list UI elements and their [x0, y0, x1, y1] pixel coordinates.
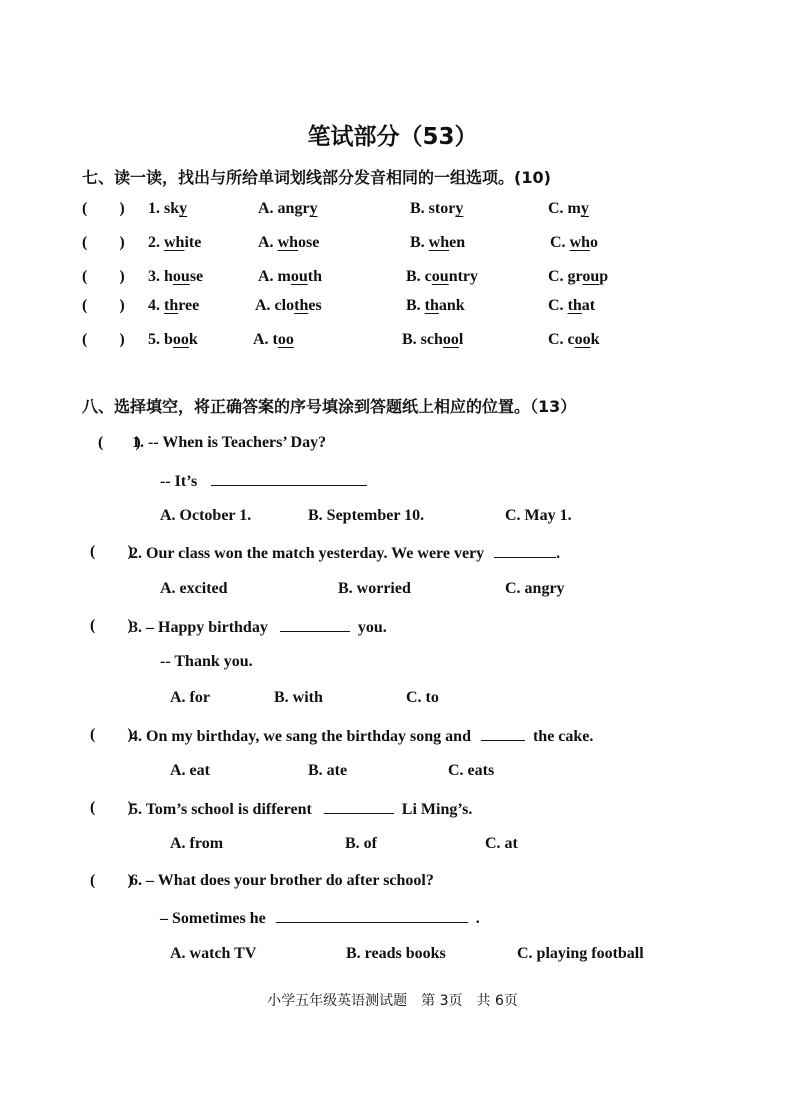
q4-option-a[interactable]: A. eat	[170, 762, 210, 779]
q1-option-b[interactable]: B. September 10.	[308, 507, 425, 524]
phonics-4-option-a[interactable]: A. clothes	[255, 297, 322, 314]
q3-option-c[interactable]: C. to	[406, 689, 439, 706]
q3-reply: -- Thank you.	[160, 653, 253, 670]
q5-stem: 5. Tom’s school is different Li Ming’s.	[130, 801, 473, 818]
q2-option-b[interactable]: B. worried	[338, 580, 411, 597]
q3-option-a[interactable]: A. for	[170, 689, 210, 706]
q1-blank[interactable]	[211, 471, 367, 486]
phonics-3-word: 3. house	[148, 268, 204, 285]
phonics-4-option-b[interactable]: B. thank	[406, 297, 465, 314]
q6-stem: 6. – What does your brother do after school?	[130, 872, 434, 889]
phonics-1-paren[interactable]: ( )	[82, 200, 125, 217]
q6-option-a[interactable]: A. watch TV	[170, 945, 257, 962]
section-7-heading: 七、读一读，找出与所给单词划线部分发音相同的一组选项。(10)	[82, 168, 551, 187]
q1-stem: 1. -- When is Teachers’ Day?	[132, 434, 327, 451]
q1-option-a[interactable]: A. October 1.	[160, 507, 252, 524]
phonics-5-word: 5. book	[148, 331, 198, 348]
q1-reply: -- It’s	[160, 471, 367, 491]
page-footer: 小学五年级英语测试题 第 3页 共 6页	[267, 993, 518, 1009]
q5-option-b[interactable]: B. of	[345, 835, 377, 852]
q3-stem: 3. – Happy birthday you.	[130, 619, 387, 636]
q6-option-b[interactable]: B. reads books	[346, 945, 446, 962]
phonics-4-word: 4. three	[148, 297, 200, 314]
phonics-5-paren[interactable]: ( )	[82, 331, 125, 348]
phonics-3-option-a[interactable]: A. mouth	[258, 268, 323, 285]
phonics-1-word: 1. sky	[148, 200, 188, 217]
phonics-1-option-b[interactable]: B. story	[410, 200, 464, 217]
phonics-3-paren[interactable]: ( )	[82, 268, 125, 285]
phonics-3-option-b[interactable]: B. country	[406, 268, 479, 285]
phonics-2-option-c[interactable]: C. who	[550, 234, 599, 251]
q6-paren[interactable]: ( )	[90, 872, 133, 889]
phonics-4-paren[interactable]: ( )	[82, 297, 125, 314]
q2-paren[interactable]: ( )	[90, 543, 133, 560]
q1-paren[interactable]: ( )	[98, 434, 141, 451]
q3-paren[interactable]: ( )	[90, 617, 133, 634]
q3-option-b[interactable]: B. with	[274, 689, 323, 706]
q5-option-c[interactable]: C. at	[485, 835, 518, 852]
q6-option-c[interactable]: C. playing football	[517, 945, 644, 962]
section-8-heading: 八、选择填空，将正确答案的序号填涂到答题纸上相应的位置。（13）	[82, 397, 577, 416]
phonics-1-option-c[interactable]: C. my	[548, 200, 589, 217]
q2-option-a[interactable]: A. excited	[160, 580, 228, 597]
phonics-4-option-c[interactable]: C. that	[548, 297, 596, 314]
phonics-5-option-a[interactable]: A. too	[253, 331, 294, 348]
q5-option-a[interactable]: A. from	[170, 835, 224, 852]
phonics-5-option-b[interactable]: B. school	[402, 331, 464, 348]
q4-option-c[interactable]: C. eats	[448, 762, 495, 779]
q4-blank[interactable]	[481, 726, 525, 741]
q2-blank[interactable]	[494, 543, 556, 558]
phonics-3-option-c[interactable]: C. group	[548, 268, 609, 285]
phonics-1-option-a[interactable]: A. angry	[258, 200, 318, 217]
q4-paren[interactable]: ( )	[90, 726, 133, 743]
q2-option-c[interactable]: C. angry	[505, 580, 565, 597]
phonics-2-word: 2. white	[148, 234, 202, 251]
q6-reply: – Sometimes he .	[160, 910, 480, 927]
q2-stem: 2. Our class won the match yesterday. We were very .	[130, 545, 561, 562]
phonics-5-option-c[interactable]: C. cook	[548, 331, 600, 348]
q6-blank[interactable]	[276, 908, 468, 923]
phonics-2-option-a[interactable]: A. whose	[258, 234, 320, 251]
q5-blank[interactable]	[324, 799, 394, 814]
q4-stem: 4. On my birthday, we sang the birthday song and the cake.	[130, 728, 594, 745]
page-title: 笔试部分（53）	[307, 124, 478, 150]
q3-blank[interactable]	[280, 617, 350, 632]
q4-option-b[interactable]: B. ate	[308, 762, 348, 779]
q1-option-c[interactable]: C. May 1.	[505, 507, 572, 524]
q5-paren[interactable]: ( )	[90, 799, 133, 816]
phonics-2-option-b[interactable]: B. when	[410, 234, 466, 251]
phonics-2-paren[interactable]: ( )	[82, 234, 125, 251]
